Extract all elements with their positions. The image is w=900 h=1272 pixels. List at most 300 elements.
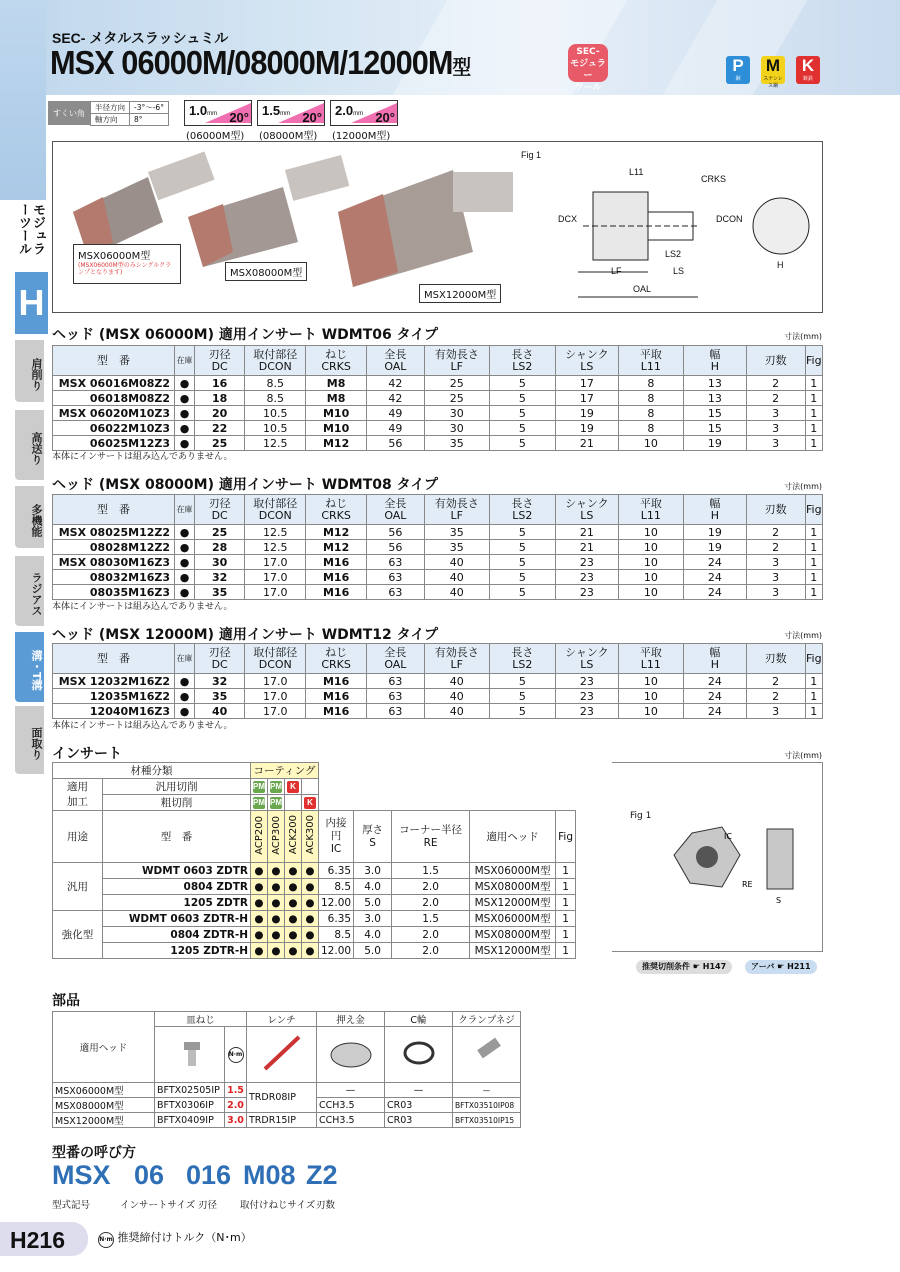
cell: 2 — [746, 525, 805, 540]
part-number: 06018M08Z2 — [53, 391, 175, 406]
cell: MSX06000M型 — [53, 1083, 155, 1098]
cell: 10 — [618, 674, 683, 689]
cell: MSX06000M型 — [470, 911, 556, 927]
cell: 30 — [194, 555, 244, 570]
cell: 1 — [556, 927, 576, 943]
cell: 3.0 — [225, 1113, 247, 1128]
cell: 10 — [618, 585, 683, 600]
cell: 2.0 — [392, 927, 470, 943]
cell: 12.5 — [245, 525, 306, 540]
clamp-icon — [317, 1027, 385, 1083]
cell: 56 — [367, 525, 425, 540]
cell: 5 — [489, 704, 555, 719]
cell: M16 — [306, 570, 367, 585]
footer-note: N·m 推奨締付けトルク（N･m） — [98, 1229, 252, 1248]
cell: MSX08000M型 — [470, 879, 556, 895]
wrench-icon — [247, 1027, 317, 1083]
cell: BFTX0409IP — [155, 1113, 225, 1128]
table-row — [53, 879, 576, 895]
cell: 35 — [424, 525, 489, 540]
cell: 2.0 — [392, 895, 470, 911]
cell: 1 — [805, 570, 822, 585]
cell: 24 — [683, 570, 746, 585]
code-thread: M08 — [243, 1160, 296, 1190]
cell: 19 — [683, 525, 746, 540]
insert-side — [767, 829, 793, 889]
torque-icon: N·m — [228, 1047, 244, 1063]
cell: 40 — [194, 704, 244, 719]
code-insert-size: 06 — [134, 1160, 165, 1190]
cell: 1205 ZDTR-H — [103, 943, 251, 959]
cell: 5 — [489, 391, 555, 406]
cell: ● — [175, 674, 195, 689]
cell: 21 — [555, 540, 618, 555]
cell: 23 — [555, 585, 618, 600]
cell: 1 — [556, 879, 576, 895]
cell: 35 — [424, 436, 489, 451]
caption: 取付けねじサイズ — [240, 1200, 316, 1211]
cell: MSX12000M型 — [53, 1113, 155, 1128]
cell: ● — [251, 863, 268, 879]
table-row — [53, 570, 823, 585]
cell: 18 — [194, 391, 244, 406]
cell: ● — [175, 689, 195, 704]
cell: 1 — [805, 391, 822, 406]
cell: WDMT 0603 ZDTR-H — [103, 911, 251, 927]
cell: M12 — [306, 436, 367, 451]
cell: 17 — [555, 391, 618, 406]
cell: 21 — [555, 525, 618, 540]
caption: インサートサイズ — [120, 1200, 196, 1211]
cell: 25 — [194, 436, 244, 451]
cell: 17.0 — [245, 674, 306, 689]
cell: 1 — [805, 406, 822, 421]
tool-photo-08000 — [188, 155, 349, 267]
cell: M16 — [306, 585, 367, 600]
cell: 56 — [367, 540, 425, 555]
sidebar-band — [0, 0, 46, 200]
cell: ● — [175, 391, 195, 406]
group-label: 汎用 — [53, 863, 103, 911]
cell: 17.0 — [245, 704, 306, 719]
dim-l11: L11 — [629, 167, 644, 177]
cell: 10 — [618, 525, 683, 540]
cell: 3 — [746, 421, 805, 436]
depth-indicator: 1.5mm 20° — [257, 100, 325, 126]
cell: 5 — [489, 689, 555, 704]
part-number: 08032M16Z3 — [53, 570, 175, 585]
cell: 24 — [683, 704, 746, 719]
cell: 24 — [683, 585, 746, 600]
cell: 63 — [367, 674, 425, 689]
table-row — [53, 406, 823, 421]
cell: 12.00 — [319, 943, 354, 959]
tab-multi[interactable]: 多機能 — [15, 486, 44, 548]
cell: 19 — [683, 436, 746, 451]
cell: 19 — [683, 540, 746, 555]
section-title: インサート — [52, 746, 122, 762]
cell: ● — [175, 585, 195, 600]
cell: ● — [251, 879, 268, 895]
dim-dcx: DCX — [558, 214, 578, 224]
cell: 19 — [555, 421, 618, 436]
cell: 19 — [555, 406, 618, 421]
cell: 6.35 — [319, 863, 354, 879]
tab-slot[interactable]: 溝・T溝 — [15, 632, 44, 702]
part-number: MSX 12032M16Z2 — [53, 674, 175, 689]
cell: 28 — [194, 540, 244, 555]
cell: 8 — [618, 406, 683, 421]
cell: BFTX0306IP — [155, 1098, 225, 1113]
table-row — [53, 376, 823, 391]
cell: 23 — [555, 689, 618, 704]
cell: 30 — [424, 406, 489, 421]
cell: 32 — [194, 674, 244, 689]
cell: 56 — [367, 436, 425, 451]
unit-label: 寸法(mm) — [784, 332, 822, 341]
cell: 63 — [367, 555, 425, 570]
section-title: ヘッド (MSX 06000M) 適用インサート WDMT06 タイプ — [52, 327, 438, 343]
cell: 2 — [746, 376, 805, 391]
cell: 2 — [746, 540, 805, 555]
cell: M16 — [306, 704, 367, 719]
rake-angle-table: すくい角 半径方向 -3°〜-6° 軸方向 8° — [48, 101, 169, 125]
clamp-screw-icon — [453, 1027, 521, 1083]
section-title: ヘッド (MSX 12000M) 適用インサート WDMT12 タイプ — [52, 627, 438, 643]
fig-label: Fig 1 — [521, 150, 542, 160]
cell: 5 — [489, 540, 555, 555]
depth-caption: (12000M型) — [332, 131, 391, 142]
cell: 23 — [555, 674, 618, 689]
cell: ● — [175, 525, 195, 540]
callout-12000: MSX12000M型 — [419, 284, 501, 303]
cell: BFTX03510IP08 — [453, 1098, 521, 1113]
table-row — [53, 421, 823, 436]
cell: ● — [251, 927, 268, 943]
cell: 40 — [424, 570, 489, 585]
cell: 0804 ZDTR-H — [103, 927, 251, 943]
cell: 1 — [556, 895, 576, 911]
cell: 1 — [556, 863, 576, 879]
cell: 10 — [618, 704, 683, 719]
cell: 23 — [555, 704, 618, 719]
part-number: 12040M16Z3 — [53, 704, 175, 719]
cell: 1 — [805, 689, 822, 704]
cell: WDMT 0603 ZDTR — [103, 863, 251, 879]
cell: 3.0 — [354, 863, 392, 879]
cell: 3 — [746, 406, 805, 421]
screw-icon — [155, 1027, 225, 1083]
tool-photo-12000 — [338, 170, 513, 287]
cell: 2.0 — [225, 1098, 247, 1113]
table-row — [53, 540, 823, 555]
part-number: MSX 06016M08Z2 — [53, 376, 175, 391]
cell: ● — [268, 879, 285, 895]
cell: 17.0 — [245, 555, 306, 570]
cell: 40 — [424, 704, 489, 719]
cell: 1205 ZDTR — [103, 895, 251, 911]
depth-caption: (06000M型) — [186, 131, 245, 142]
cell: ● — [175, 406, 195, 421]
depth-indicator: 1.0mm 20° — [184, 100, 252, 126]
part-number: MSX 08030M16Z3 — [53, 555, 175, 570]
cell: 3.0 — [354, 911, 392, 927]
cell: M16 — [306, 555, 367, 570]
cell: 1 — [805, 376, 822, 391]
code-flutes: Z2 — [306, 1160, 338, 1190]
insert-figure: Fig 1 IC RE S — [612, 762, 823, 952]
cell: ● — [285, 927, 302, 943]
cell: 15 — [683, 421, 746, 436]
dim-re: RE — [742, 880, 753, 889]
cell: ● — [285, 943, 302, 959]
page-number: H216 — [0, 1222, 88, 1256]
part-number: 08035M16Z3 — [53, 585, 175, 600]
insert-hole — [696, 846, 718, 868]
cell: 24 — [683, 555, 746, 570]
cell: 1 — [556, 911, 576, 927]
cell: 12.5 — [245, 540, 306, 555]
dim-dcon: DCON — [716, 214, 743, 224]
cell: M8 — [306, 376, 367, 391]
cell: 1 — [805, 555, 822, 570]
series-subtitle: SEC- メタルスラッシュミル — [52, 30, 229, 46]
cell: 24 — [683, 689, 746, 704]
cell: — — [453, 1083, 521, 1098]
cell: TRDR15IP — [247, 1113, 317, 1128]
cell: M16 — [306, 689, 367, 704]
cell: 1 — [805, 421, 822, 436]
cell: — — [385, 1083, 453, 1098]
cell: 8 — [618, 376, 683, 391]
cell: 10 — [618, 689, 683, 704]
table-row — [53, 391, 823, 406]
note: 本体にインサートは組み込んでありません。 — [52, 721, 233, 731]
cell: 40 — [424, 555, 489, 570]
cell: 17.0 — [245, 585, 306, 600]
cell: 23 — [555, 570, 618, 585]
dim-crks: CRKS — [701, 174, 727, 184]
note: 本体にインサートは組み込んでありません。 — [52, 602, 233, 612]
section-title: 部品 — [52, 993, 80, 1009]
cell: 5 — [489, 406, 555, 421]
c-ring-icon — [385, 1027, 453, 1083]
part-number: 06025M12Z3 — [53, 436, 175, 451]
section-letter: H — [15, 272, 48, 334]
cell: 8.5 — [319, 879, 354, 895]
cell: ● — [251, 895, 268, 911]
section-title: 型番の呼び方 — [52, 1145, 136, 1161]
table-row — [53, 863, 576, 879]
cell: 6.35 — [319, 911, 354, 927]
cell: 30 — [424, 421, 489, 436]
cell: 35 — [194, 585, 244, 600]
cell: 16 — [194, 376, 244, 391]
cell: 8.5 — [245, 391, 306, 406]
cell: 32 — [194, 570, 244, 585]
cell: 5 — [489, 674, 555, 689]
cell: TRDR08IP — [247, 1083, 317, 1113]
material-k-icon: K 鋳鉄 — [796, 56, 820, 84]
part-number: MSX 08025M12Z2 — [53, 525, 175, 540]
part-number: MSX 06020M10Z3 — [53, 406, 175, 421]
cell: 0804 ZDTR — [103, 879, 251, 895]
cell: 63 — [367, 689, 425, 704]
note: 本体にインサートは組み込んでありません。 — [52, 452, 233, 462]
cell: 5.0 — [354, 943, 392, 959]
cell: ● — [285, 895, 302, 911]
cell: CR03 — [385, 1098, 453, 1113]
dim-s: S — [776, 896, 782, 905]
callout-06000: MSX06000M型 (MSX06000M型のみシングルクランプとなります) — [73, 244, 181, 284]
cell: 23 — [555, 555, 618, 570]
cell: MSX12000M型 — [470, 895, 556, 911]
cell: 63 — [367, 585, 425, 600]
spec-table-06000: 型 番 在庫 刃径 DC 取付部径 DCON ねじ CRKS 全長 OAL 有効長さ LF 長さ LS2 シャンク LS 平取 L11 幅 H 刃数 Fig MSX 06016M08Z2 ● 16 8.5 M8 42 25 5 17 8 13 2 1 06018M08Z2 ● 18 8.5 M8 42 25 5 17 8 13 2 1 MSX 06020M10Z3 ● 20 10.5 M10 49 30 5 19 8 15 3 1 06022M10Z3 ● 22 10.5 M10 49 30 5 19 8 15 3 1 06025M12Z3 ● 25 12.5 M12 56 35 5 21 10 19 3 1 — [52, 345, 823, 451]
cell: 20 — [194, 406, 244, 421]
table-row — [53, 674, 823, 689]
cell: 15 — [683, 406, 746, 421]
cell: 24 — [683, 674, 746, 689]
material-m-icon: M ステンレス鋼 — [761, 56, 785, 84]
cell: ● — [268, 911, 285, 927]
cell: 25 — [424, 391, 489, 406]
cell: 35 — [424, 540, 489, 555]
table-row — [53, 895, 576, 911]
cell: 8.5 — [245, 376, 306, 391]
cell: 10 — [618, 436, 683, 451]
cell: 10.5 — [245, 406, 306, 421]
cell: CR03 — [385, 1113, 453, 1128]
cell: 2 — [746, 391, 805, 406]
cell: 2 — [746, 674, 805, 689]
tab-high-feed[interactable]: 高送り — [15, 410, 44, 480]
cell: CCH3.5 — [317, 1113, 385, 1128]
spec-table-08000: 型 番 在庫 刃径 DC 取付部径 DCON ねじ CRKS 全長 OAL 有効長さ LF 長さ LS2 シャンク LS 平取 L11 幅 H 刃数 Fig MSX 08025M12Z2 ● 25 12.5 M12 56 35 5 21 10 19 2 1 08028M12Z2 ● 28 12.5 M12 56 35 5 21 10 19 2 1 MSX 08030M16Z3 ● 30 17.0 M16 63 40 5 23 10 24 3 1 08032M16Z3 ● 32 17.0 M16 63 40 5 23 10 24 3 1 08035M16Z3 ● 35 17.0 M16 63 40 5 23 10 24 3 1 — [52, 494, 823, 600]
cell: ● — [302, 911, 319, 927]
cell: ● — [302, 895, 319, 911]
cell: 3 — [746, 585, 805, 600]
tab-radius[interactable]: ラジアス — [15, 556, 44, 626]
cell: 63 — [367, 570, 425, 585]
tab-shoulder[interactable]: 肩削り — [15, 340, 44, 402]
cell: 40 — [424, 689, 489, 704]
cell: ● — [268, 927, 285, 943]
cell: 1 — [805, 540, 822, 555]
table-row — [53, 704, 823, 719]
cell: 8 — [618, 421, 683, 436]
ref-cutting-conditions[interactable]: 推奨切削条件 ☛ H147 — [636, 960, 732, 974]
cell: 10 — [618, 540, 683, 555]
cell: ● — [302, 879, 319, 895]
cell: 22 — [194, 421, 244, 436]
cell: M10 — [306, 421, 367, 436]
cell: MSX08000M型 — [53, 1098, 155, 1113]
cell: 21 — [555, 436, 618, 451]
depth-caption: (08000M型) — [259, 131, 318, 142]
cell: 10.5 — [245, 421, 306, 436]
cell: MSX08000M型 — [470, 927, 556, 943]
cell: M12 — [306, 525, 367, 540]
cell: MSX12000M型 — [470, 943, 556, 959]
cell: 1.5 — [225, 1083, 247, 1098]
cell: M16 — [306, 674, 367, 689]
part-number: 08028M12Z2 — [53, 540, 175, 555]
cell: 5 — [489, 525, 555, 540]
cell: 35 — [194, 689, 244, 704]
table-row — [53, 927, 576, 943]
cell: 1 — [805, 436, 822, 451]
cell: 13 — [683, 376, 746, 391]
cell: 5 — [489, 570, 555, 585]
dim-ic: IC — [724, 832, 732, 841]
cell: ● — [302, 863, 319, 879]
cell: M12 — [306, 540, 367, 555]
cell: ● — [175, 436, 195, 451]
unit-label: 寸法(mm) — [784, 751, 822, 760]
code-diameter: 016 — [186, 1160, 232, 1190]
cell: 2.0 — [392, 943, 470, 959]
table-row — [53, 1113, 521, 1128]
cell: 8.5 — [319, 927, 354, 943]
table-row — [53, 555, 823, 570]
cell: 49 — [367, 421, 425, 436]
cell: 4.0 — [354, 927, 392, 943]
cell: BFTX02505IP — [155, 1083, 225, 1098]
cell: 13 — [683, 391, 746, 406]
cell: 3 — [746, 436, 805, 451]
cell: 42 — [367, 376, 425, 391]
cell: 8 — [618, 391, 683, 406]
product-figure — [52, 141, 823, 313]
cell: ● — [285, 879, 302, 895]
cell: ● — [268, 863, 285, 879]
cell: 49 — [367, 406, 425, 421]
cell: 1 — [556, 943, 576, 959]
cell: ● — [175, 540, 195, 555]
cell: 17.0 — [245, 689, 306, 704]
cell: BFTX03510IP15 — [453, 1113, 521, 1128]
cell: 25 — [424, 376, 489, 391]
tab-chamfer[interactable]: 面取り — [15, 706, 44, 774]
material-p-icon: P 鋼 — [726, 56, 750, 84]
cell: 42 — [367, 391, 425, 406]
dim-lf: LF — [611, 266, 622, 276]
table-row — [53, 689, 823, 704]
dim-ls: LS — [673, 266, 685, 276]
cell: 40 — [424, 585, 489, 600]
cell: ● — [175, 704, 195, 719]
cell: 17.0 — [245, 570, 306, 585]
dim-oal: OAL — [633, 284, 652, 294]
ref-arbor[interactable]: アーバ ☛ H211 — [745, 960, 817, 974]
dimension-drawing — [578, 192, 809, 297]
part-number: 12035M16Z2 — [53, 689, 175, 704]
cell: 1.5 — [392, 911, 470, 927]
cell: ● — [302, 943, 319, 959]
cell: 4.0 — [354, 879, 392, 895]
page-title: MSX 06000M/08000M/12000M型 — [50, 44, 471, 81]
cell: ● — [285, 863, 302, 879]
caption: 刃径 — [198, 1200, 218, 1211]
cell: MSX06000M型 — [470, 863, 556, 879]
cell: 3 — [746, 555, 805, 570]
cell: 40 — [424, 674, 489, 689]
cell: 12.5 — [245, 436, 306, 451]
part-number: 06022M10Z3 — [53, 421, 175, 436]
cell: ● — [251, 943, 268, 959]
code-type: MSX — [52, 1160, 111, 1190]
